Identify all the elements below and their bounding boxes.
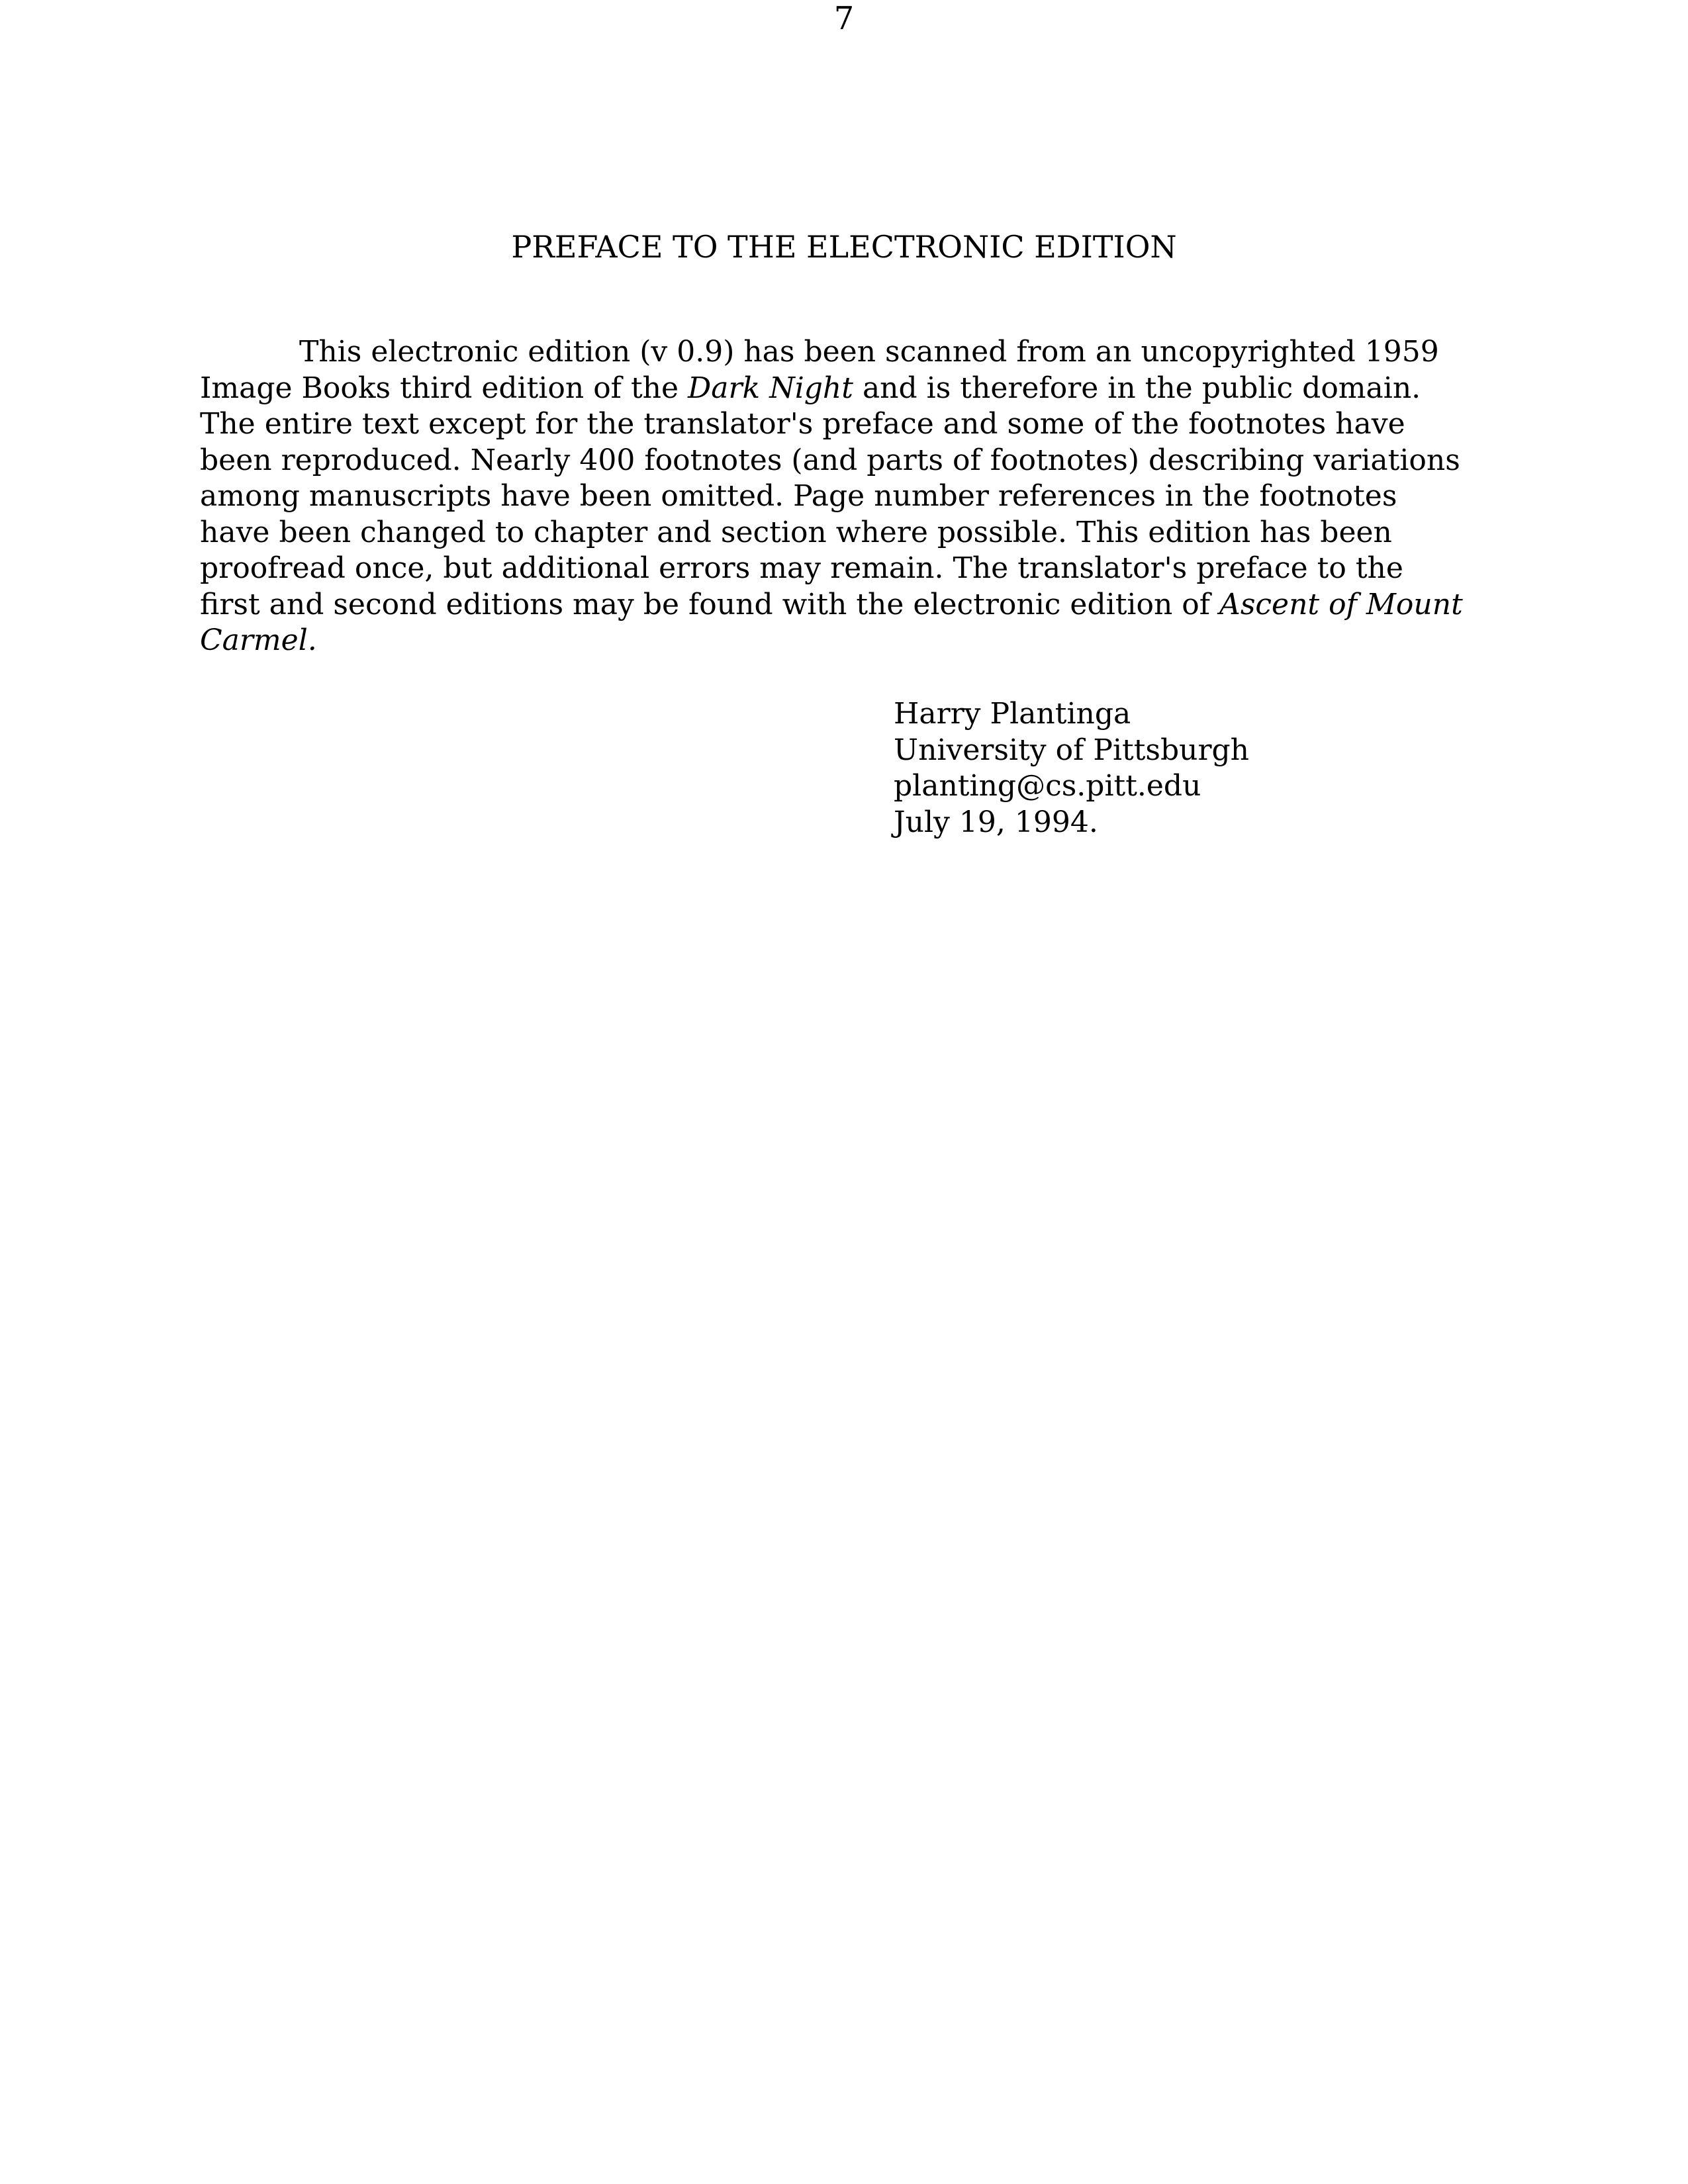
paragraph-line: been reproduced. Nearly 400 footnotes (and parts of footnotes) describing variations <box>200 443 1460 477</box>
paragraph-line <box>200 371 1497 407</box>
paragraph-text: first and second editions may be found with the electronic edition of <box>200 587 1220 621</box>
paragraph-line: among manuscripts have been omitted. Page number references in the footnotes <box>200 479 1397 513</box>
paragraph-line: This electronic edition (v 0.9) has been scanned from an uncopyrighted 1959 <box>299 335 1439 369</box>
page-title: PREFACE TO THE ELECTRONIC EDITION <box>511 229 1177 265</box>
author-email: planting@cs.pitt.edu <box>894 769 1201 803</box>
signature-date: July 19, 1994. <box>894 805 1098 839</box>
paragraph-text: and is therefore in the public domain. <box>853 371 1421 405</box>
book-title-ascent: Ascent of Mount <box>1219 587 1463 621</box>
preface-paragraph <box>200 334 1497 659</box>
book-title-ascent-cont: Carmel. <box>200 623 317 657</box>
signature-block <box>894 696 1249 841</box>
page-number: 7 <box>833 0 855 37</box>
book-title-dark-night: Dark Night <box>688 371 853 405</box>
paragraph-text: Image Books third edition of the <box>200 371 688 405</box>
paragraph-line <box>200 587 1497 623</box>
paragraph-line <box>200 623 1497 659</box>
paragraph-line: The entire text except for the translator's preface and some of the footnotes have <box>200 407 1405 441</box>
paragraph-line: proofread once, but additional errors may remain. The translator's preface to the <box>200 551 1403 585</box>
paragraph-line: have been changed to chapter and section where possible. This edition has been <box>200 515 1392 549</box>
author-name: Harry Plantinga <box>894 697 1131 731</box>
author-institution: University of Pittsburgh <box>894 733 1250 767</box>
